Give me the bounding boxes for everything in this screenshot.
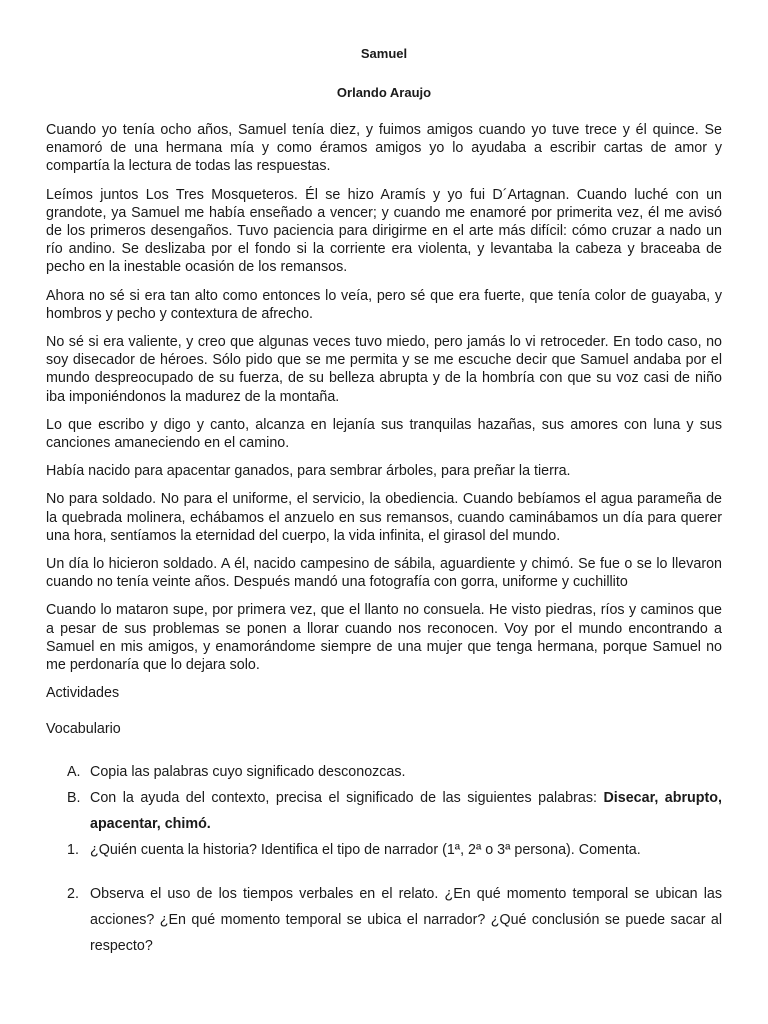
document-body xyxy=(46,121,722,959)
section-label-actividades: Actividades xyxy=(46,685,120,702)
list-item xyxy=(46,837,722,863)
paragraph-8: Un día lo hicieron soldado. A él, nacido campesino de sábila, aguardiente y chimó. Se fue o se lo llevaron cuando no tenía veinte años. Después mandó una fotografía con gorra, uniforme y cuchillito xyxy=(46,556,722,591)
paragraph-4: No sé si era valiente, y creo que algunas veces tuvo miedo, pero jamás lo vi retroceder. En todo caso, no soy disecador de héroes. Sólo pido que se me permita y se me escuche decir que Samuel andaba por el mundo despreocupado de su fuerza, de su belleza abrupta y de la hombría con que su voz casi de niño iba imponiéndonos la madurez de la montaña. xyxy=(46,334,722,405)
paragraph-3: Ahora no sé si era tan alto como entonces lo veía, pero sé que era fuerte, que tenía color de guayaba, y hombros y pecho y contextura de afrecho. xyxy=(46,287,722,322)
list-marker: A. xyxy=(67,763,81,780)
list-item-text: ¿Quién cuenta la historia? Identifica el tipo de narrador (1ª, 2ª o 3ª persona). Comenta. xyxy=(90,841,641,858)
subsection-label-vocabulario: Vocabulario xyxy=(46,721,121,738)
paragraph-7: No para soldado. No para el uniforme, el servicio, la obediencia. Cuando bebíamos el agua parameña de la quebrada molinera, echábamos el anzuelo en sus remansos, cuando caminábamos un día para querer una hora, sentíamos la eternidad del cuerpo, la vida infinita, el girasol del mundo. xyxy=(46,491,722,544)
list-marker: B. xyxy=(67,789,81,806)
list-item-text: Observa el uso de los tiempos verbales en el relato. ¿En qué momento temporal se ubican las acciones? ¿En qué momento temporal se ubica el narrador? ¿Qué conclusión se puede sacar al respecto? xyxy=(90,885,722,954)
list-marker: 2. xyxy=(67,885,79,902)
activity-list xyxy=(46,759,722,959)
list-item xyxy=(46,785,722,837)
paragraph-2: Leímos juntos Los Tres Mosqueteros. Él se hizo Aramís y yo fui D´Artagnan. Cuando luché con un grandote, ya Samuel me había enseñado a vencer; y cuando me enamoré por primerita vez, él me avisó de los primeros desengaños. Tuvo paciencia para dirigirme en el arte más difícil: cómo cruzar a nado un río andino. Se deslizaba por el fondo si la corriente era violenta, y levantaba la cabeza y braceaba de pecho en la inestable ocasión de los remansos. xyxy=(46,186,722,276)
vocabulary-words: Disecar, abrupto, apacentar, chimó. xyxy=(90,789,722,832)
paragraph-6: Había nacido para apacentar ganados, para sembrar árboles, para preñar la tierra. xyxy=(46,463,571,480)
list-marker: 1. xyxy=(67,841,79,858)
list-item xyxy=(46,881,722,959)
paragraph-5: Lo que escribo y digo y canto, alcanza en lejanía sus tranquilas hazañas, sus amores con luna y sus canciones amaneciendo en el camino. xyxy=(46,416,722,452)
list-item-text: Con la ayuda del contexto, precisa el significado de las siguientes palabras: xyxy=(90,789,604,806)
document-author: Orlando Araujo xyxy=(336,85,432,100)
paragraph-9: Cuando lo mataron supe, por primera vez, que el llanto no consuela. He visto piedras, ríos y caminos que a pesar de sus problemas se ponen a llorar cuando nos reconocen. Voy por el mundo encontrando a Samuel en mis amigos, y enamorándome siempre de una mujer que tenga hermana, porque Samuel no me perdonaría que lo dejara solo. xyxy=(46,602,722,674)
list-item xyxy=(46,759,722,785)
paragraph-1: Cuando yo tenía ocho años, Samuel tenía diez, y fuimos amigos cuando yo tuve trece y él quince. Se enamoró de una hermana mía y como éramos amigos yo lo ayudaba a escribir cartas de amor y compartía la lectura de todas las respuestas. xyxy=(46,122,722,175)
list-item-text: Copia las palabras cuyo significado desconozcas. xyxy=(90,763,406,780)
document-title: Samuel xyxy=(360,46,408,61)
